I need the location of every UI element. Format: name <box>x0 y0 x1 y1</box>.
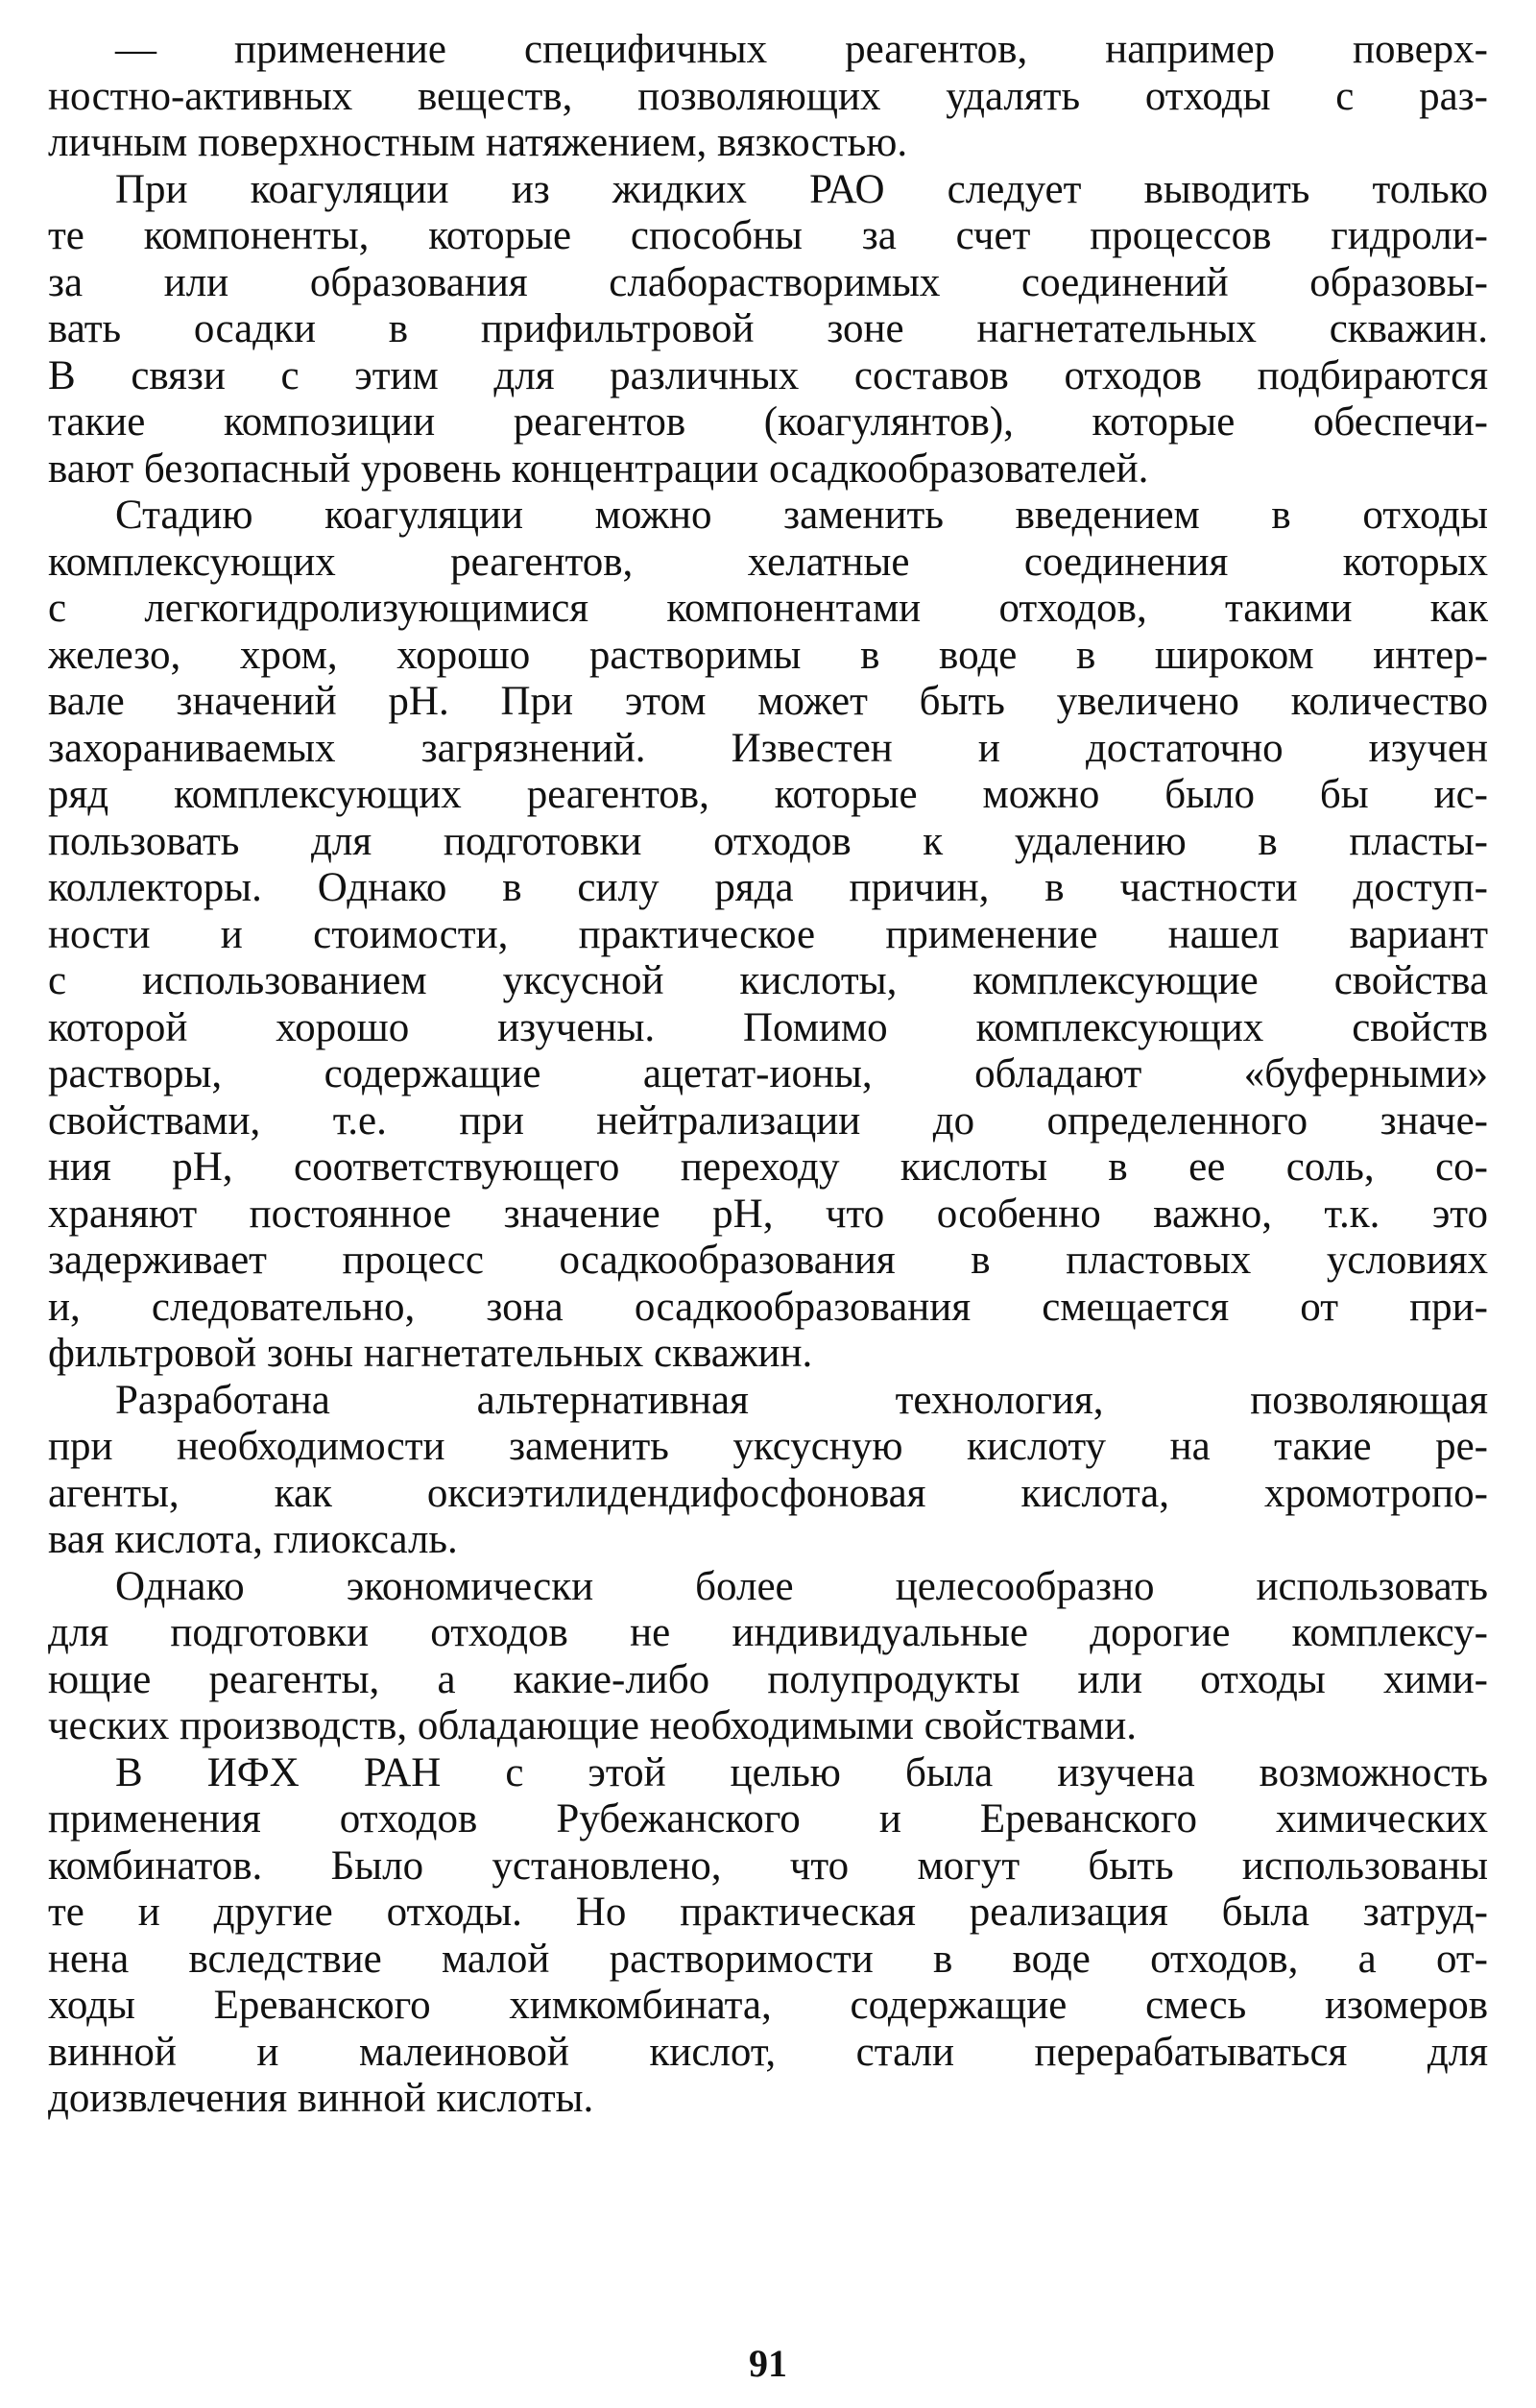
text-line: с использованием уксусной кислоты, комплексующие свойства <box>48 958 1488 1003</box>
text-line: ности и стоимости, практическое применение нашел вариант <box>48 911 1488 957</box>
text-line: растворы, содержащие ацетат-ионы, обладают «буферными» <box>48 1051 1488 1096</box>
text-line: винной и малеиновой кислот, стали перерабатываться для <box>48 2029 1488 2075</box>
text-line: ния pH, соответствующего переходу кислоты в ее соль, со- <box>48 1144 1488 1190</box>
paragraph <box>48 167 1488 494</box>
text-line: ностно-активных веществ, позволяющих удалять отходы с раз- <box>48 73 1488 119</box>
text-line: Разработана альтернативная технология, позволяющая <box>115 1377 1488 1423</box>
text-line: вале значений pH. При этом может быть увеличено количество <box>48 679 1488 724</box>
text-line: такие композиции реагентов (коагулянтов), которые обеспечи- <box>48 399 1488 445</box>
text-line: комбинатов. Было установлено, что могут быть использованы <box>48 1842 1488 1889</box>
text-line: В ИФХ РАН с этой целью была изучена возможность <box>115 1749 1488 1795</box>
text-line: Стадию коагуляции можно заменить введением в отходы <box>115 493 1488 538</box>
text-line: пользовать для подготовки отходов к удалению в пласты- <box>48 818 1488 864</box>
text-line: вают безопасный уровень концентрации осадкообразователей. <box>48 445 1149 492</box>
paragraph <box>48 1378 1488 1564</box>
paragraph <box>48 27 1488 167</box>
text-line: — применение специфичных реагентов, например поверх- <box>115 27 1488 72</box>
text-line: агенты, как оксиэтилидендифосфоновая кислота, хромотропо- <box>48 1470 1488 1516</box>
text-line: Однако экономически более целесообразно использовать <box>115 1563 1488 1609</box>
text-line: личным поверхностным натяжением, вязкостью. <box>48 120 908 165</box>
text-line: с легкогидролизующимися компонентами отходов, такими как <box>48 586 1488 631</box>
text-line: при необходимости заменить уксусную кислоту на такие ре- <box>48 1424 1488 1469</box>
paragraph <box>48 1750 1488 2123</box>
text-line: коллекторы. Однако в силу ряда причин, в частности доступ- <box>48 865 1488 910</box>
text-line: применения отходов Рубежанского и Ереванского химических <box>48 1796 1488 1842</box>
text-line: ющие реагенты, а какие-либо полупродукты или отходы хими- <box>48 1656 1488 1702</box>
text-line: нена вследствие малой растворимости в воде отходов, а от- <box>48 1936 1488 1982</box>
text-line: те и другие отходы. Но практическая реализация была затруд- <box>48 1890 1488 1935</box>
text-line: комплексующих реагентов, хелатные соединения которых <box>48 539 1488 585</box>
text-line: храняют постоянное значение pH, что особенно важно, т.к. это <box>48 1191 1488 1237</box>
text-line: и, следовательно, зона осадкообразования смещается от при- <box>48 1284 1488 1330</box>
text-line: ряд комплексующих реагентов, которые можно было бы ис- <box>48 772 1488 817</box>
text-line: При коагуляции из жидких РАО следует выводить только <box>115 166 1488 212</box>
text-line: вать осадки в прифильтровой зоне нагнетательных скважин. <box>48 306 1488 351</box>
text-line: за или образования слаборастворимых соединений образовы- <box>48 259 1488 305</box>
text-line: ходы Ереванского химкомбината, содержащие смесь изомеров <box>48 1983 1488 2028</box>
page-number: 91 <box>749 2342 787 2385</box>
text-body <box>48 27 1488 2123</box>
text-line: захораниваемых загрязнений. Известен и достаточно изучен <box>48 725 1488 771</box>
text-line: вая кислота, глиоксаль. <box>48 1517 458 1562</box>
text-line: ческих производств, обладающие необходимыми свойствами. <box>48 1703 1137 1748</box>
text-line: задерживает процесс осадкообразования в пластовых условиях <box>48 1238 1488 1283</box>
text-line: для подготовки отходов не индивидуальные дорогие комплексу- <box>48 1610 1488 1655</box>
text-line: которой хорошо изучены. Помимо комплексующих свойств <box>48 1004 1488 1050</box>
paragraph <box>48 1564 1488 1750</box>
page-body <box>48 27 1488 2331</box>
text-line: В связи с этим для различных составов отходов подбираются <box>48 352 1488 398</box>
text-line: свойствами, т.е. при нейтрализации до определенного значе- <box>48 1097 1488 1144</box>
paragraph <box>48 493 1488 1378</box>
text-line: доизвлечения винной кислоты. <box>48 2076 594 2121</box>
text-line: железо, хром, хорошо растворимы в воде в широком интер- <box>48 632 1488 678</box>
text-line: фильтровой зоны нагнетательных скважин. <box>48 1331 813 1376</box>
text-line: те компоненты, которые способны за счет процессов гидроли- <box>48 213 1488 258</box>
